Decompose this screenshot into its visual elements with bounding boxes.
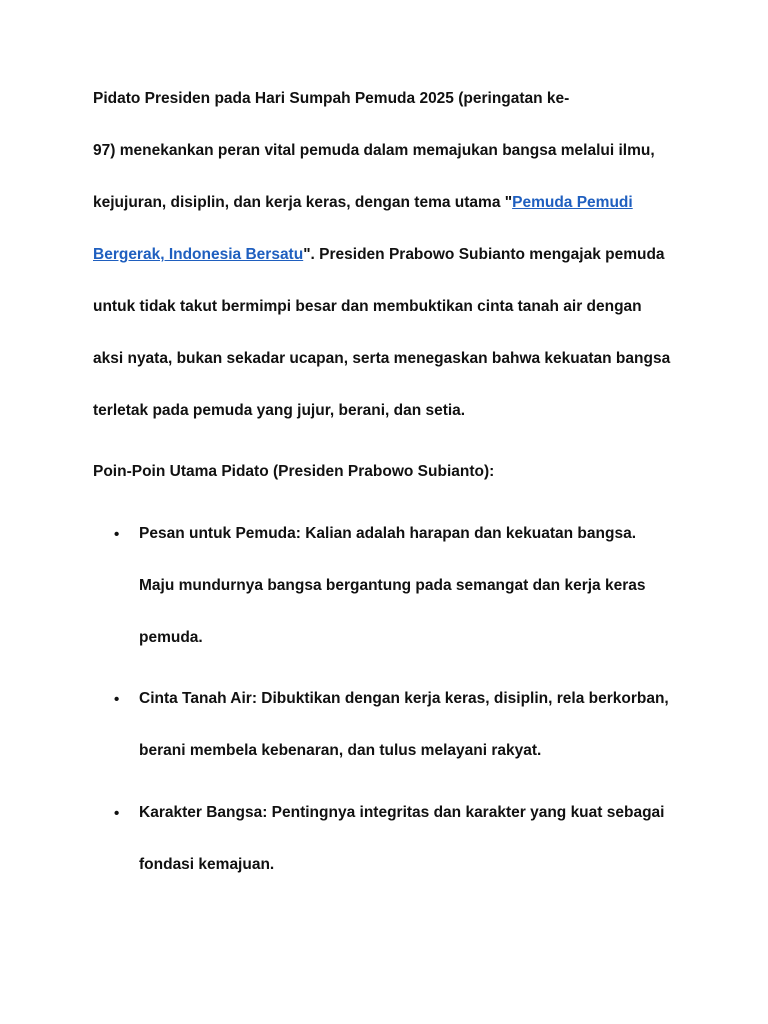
intro-line-3 xyxy=(93,193,633,213)
intro-line-1: Pidato Presiden pada Hari Sumpah Pemuda 2025 (peringatan ke- xyxy=(93,90,570,107)
intro-line-6: aksi nyata, bukan sekadar ucapan, serta menegaskan bahwa kekuatan bangsa xyxy=(93,350,671,367)
bullet-1-line-2: Maju mundurnya bangsa bergantung pada semangat dan kerja keras xyxy=(139,577,646,594)
intro-line-3-text: kejujuran, disiplin, dan kerja keras, dengan tema utama " xyxy=(93,194,513,211)
bullet-1-line-3: pemuda. xyxy=(139,629,203,646)
intro-line-2: 97) menekankan peran vital pemuda dalam memajukan bangsa melalui ilmu, xyxy=(93,142,655,159)
intro-line-7: terletak pada pemuda yang jujur, berani, dan setia. xyxy=(93,402,466,419)
bullet-2-line-2: berani membela kebenaran, dan tulus melayani rakyat. xyxy=(139,742,542,759)
intro-line-5: untuk tidak takut bermimpi besar dan membuktikan cinta tanah air dengan xyxy=(93,298,642,315)
theme-link-part-1[interactable]: Pemuda Pemudi xyxy=(512,194,633,211)
bullet-1-line-1: Pesan untuk Pemuda: Kalian adalah harapan dan kekuatan bangsa. xyxy=(139,525,637,542)
section-heading: Poin-Poin Utama Pidato (Presiden Prabowo Subianto): xyxy=(93,463,495,480)
intro-line-4 xyxy=(93,245,665,265)
theme-link-part-2[interactable]: Bergerak, Indonesia Bersatu xyxy=(93,246,304,263)
bullet-marker-1: • xyxy=(114,526,120,543)
intro-line-4-text: ". Presiden Prabowo Subianto mengajak pemuda xyxy=(303,246,665,263)
bullet-3-line-2: fondasi kemajuan. xyxy=(139,856,275,873)
bullet-3-line-1: Karakter Bangsa: Pentingnya integritas dan karakter yang kuat sebagai xyxy=(139,804,665,821)
bullet-marker-2: • xyxy=(114,691,120,708)
bullet-marker-3: • xyxy=(114,805,120,822)
bullet-2-line-1: Cinta Tanah Air: Dibuktikan dengan kerja keras, disiplin, rela berkorban, xyxy=(139,690,669,707)
